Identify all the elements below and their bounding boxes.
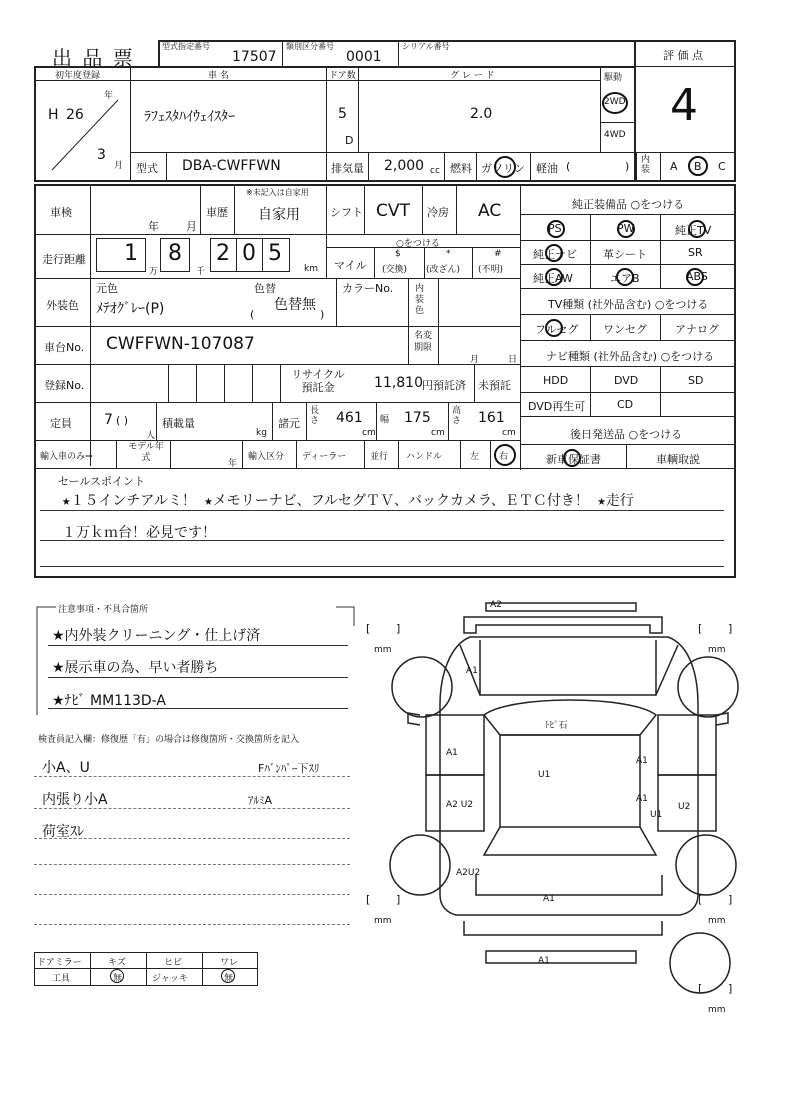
damage-mark: U1 [538, 770, 551, 780]
drive-label: 駆動 [604, 73, 623, 83]
bracket-fl-close: ] [396, 622, 401, 635]
height-value: 161 [478, 410, 505, 426]
parallel-label: 並行 [370, 452, 389, 462]
mileage-digit: 5 [268, 241, 282, 266]
note-line: ★展示車の為、早い者勝ち [52, 660, 219, 676]
inspector-right: ｱﾙﾐA [248, 794, 273, 807]
interior-label: 内装 [641, 155, 651, 175]
serial-label: シリアル番号 [402, 42, 450, 51]
mileage-digit-box-1 [96, 238, 146, 272]
damage-mark: ﾄﾋﾞ石 [545, 721, 568, 731]
load-unit: kg [256, 428, 267, 438]
repaint-paren-close: ) [320, 308, 325, 321]
interior-b: B [694, 160, 702, 173]
recycle-unpaid: 未預託 [478, 379, 511, 392]
model-code-value: 17507 [232, 49, 277, 65]
color-no-label: カラーNo. [342, 282, 394, 295]
length-label: 長さ [310, 406, 320, 426]
exchange-label: (交換) [382, 265, 408, 275]
tool-cell: 無 [113, 974, 123, 984]
capacity-label: 定員 [50, 417, 72, 430]
inspection-month-unit: 月 [186, 220, 197, 233]
later-item: 新車保証書 [546, 453, 601, 466]
damage-mark: A2 [490, 600, 502, 610]
tv-item: アナログ [675, 323, 719, 336]
name-change-label: 名変期限 [414, 331, 433, 353]
tool-cell: 工具 [52, 974, 71, 984]
inspection-label: 車検 [50, 206, 72, 219]
damage-mark: A1 [446, 748, 458, 758]
equip-item: 革シート [603, 248, 647, 261]
mileage-digit: 1 [124, 241, 138, 266]
fuel-paren-close: ) [625, 160, 630, 173]
import-class-label: 輸入区分 [248, 452, 285, 462]
tv-title: TV種類 (社外品含む) ○をつける [548, 298, 709, 311]
tool-cell: ジャッキ [152, 974, 188, 984]
drive-4wd: 4WD [604, 130, 626, 140]
fuel-value: ガソリン [481, 162, 525, 175]
first-reg-slash [44, 96, 124, 176]
navi-item: CD [617, 398, 634, 411]
tool-cell: 無 [224, 974, 234, 984]
equip-item: エアB [610, 272, 640, 285]
equip-aw-circle [545, 268, 563, 286]
load-label: 積載量 [162, 417, 195, 430]
dealer-label: ディーラー [302, 452, 347, 462]
mm-fl: mm [374, 645, 392, 655]
year-unit: 年 [104, 91, 114, 101]
fuel-label: 燃料 [450, 162, 472, 175]
handle-label: ハンドル [406, 452, 443, 462]
exterior-label: 外装色 [46, 299, 79, 312]
note-line: ★ﾅﾋﾞ MM113D-A [52, 693, 166, 709]
width-label: 幅 [380, 415, 390, 425]
damage-mark: U2 [678, 802, 691, 812]
recycle-label: リサイクル預託金 [291, 368, 345, 394]
orig-color-label: 元色 [96, 282, 118, 295]
mile-label: マイル [334, 259, 367, 272]
dims-label: 諸元 [278, 417, 300, 430]
width-unit: cm [431, 428, 445, 438]
altered-sym: * [446, 249, 451, 259]
import-label: 輸入車のみ⇒ [40, 452, 93, 462]
bracket-fr-open: [ [698, 622, 703, 635]
bracket-fr-close: ] [728, 622, 733, 635]
score-value: 4 [670, 80, 698, 131]
mileage-digit: 0 [242, 241, 256, 266]
chassis-value: CWFFWN-107087 [106, 334, 255, 354]
navi-item: DVD [614, 374, 639, 387]
class-label: 類別区分番号 [286, 42, 334, 51]
length-unit: cm [362, 428, 376, 438]
interior-a: A [670, 160, 678, 173]
damage-mark: A1 [466, 666, 478, 676]
sales-line-2: １万ｋｍ台！必見です！ [62, 525, 216, 541]
bracket-rr-close: ] [728, 893, 733, 906]
name-change-month: 月 [470, 355, 480, 365]
width-value: 175 [404, 410, 431, 426]
equip-item: 純正TV [675, 224, 712, 237]
equip-item: PS [548, 222, 562, 235]
car-diagram [360, 595, 780, 1075]
equip-navi-circle [545, 244, 563, 262]
fuel-circle [494, 156, 516, 178]
displacement-label: 排気量 [331, 162, 364, 175]
mirror-cell: ドアミラー [37, 958, 82, 968]
height-unit: cm [502, 428, 516, 438]
left-label: 左 [470, 452, 480, 462]
equip-item: 純正ナビ [533, 248, 577, 261]
drive-2wd: 2WD [604, 97, 626, 107]
history-note: ※未記入は自家用 [246, 188, 309, 197]
mm-rr: mm [708, 916, 726, 926]
bracket-rl-open: [ [366, 893, 371, 906]
displacement-value: 2,000 [384, 158, 425, 174]
notes-label: 注意事項・不具合箇所 [58, 605, 149, 615]
orig-color-value: ﾒﾃｵｸﾞﾚｰ(P) [96, 301, 165, 317]
tool-none-circle [110, 969, 124, 983]
navi-item: HDD [543, 374, 569, 387]
fuel-paren-open: ( [566, 160, 571, 173]
inspector-label: 検査員記入欄：修復歴「有」の場合は修復箇所・交換箇所を記入 [38, 735, 300, 745]
mileage-sen: 千 [196, 267, 206, 277]
class-value: 0001 [346, 49, 382, 65]
shift-value: CVT [376, 201, 410, 221]
navi-title: ナビ種類 (社外品含む) ○をつける [546, 350, 715, 363]
later-title: 後日発送品 ○をつける [570, 428, 683, 441]
first-reg-label: 初年度登録 [55, 71, 101, 81]
ac-label: 冷房 [427, 206, 449, 219]
right-label: 右 [499, 452, 509, 462]
equip-item: PW [617, 222, 635, 235]
capacity-value: 7 [104, 412, 113, 428]
mileage-label: 走行距離 [42, 253, 86, 266]
mirror-cell: キズ [108, 958, 126, 968]
mm-rl: mm [374, 916, 392, 926]
repaint-label: 色替 [254, 282, 276, 295]
displacement-unit: cc [430, 166, 440, 176]
month-unit: 月 [114, 161, 124, 171]
bracket-spare-open: [ [698, 982, 703, 995]
era: H [48, 107, 59, 123]
repaint-paren-open: ( [250, 308, 255, 321]
damage-mark: A2U2 [456, 868, 481, 878]
sales-line-1: ★１５インチアルミ！ ★メモリーナビ、フルセグＴＶ、バックカメラ、ＥＴＣ付き！ ★走行 [62, 493, 634, 509]
grade-label: グ レ ー ド [450, 71, 495, 81]
bracket-fl-open: [ [366, 622, 371, 635]
capacity-paren: ( ) [116, 414, 129, 427]
model-label: 型式 [136, 162, 158, 175]
repaint-value: 色替無 [274, 297, 316, 313]
inspection-year-unit: 年 [148, 220, 159, 233]
mirror-cell: ヒビ [164, 958, 183, 968]
inspector-right: Fﾊﾞﾝﾊﾟｰ下ｽﾘ [258, 762, 320, 775]
bracket-rr-open: [ [698, 893, 703, 906]
history-value: 自家用 [258, 207, 300, 223]
recycle-value: 11,810 [374, 375, 423, 391]
sales-label: セールスポイント [58, 475, 146, 488]
interior-b-circle [688, 156, 708, 176]
equip-tv-circle [688, 220, 706, 238]
mileage-man: 万 [149, 267, 159, 277]
car-name: ﾗﾌｪｽﾀﾊｲｳｪｲｽﾀｰ [144, 109, 235, 125]
unknown-sym: # [494, 249, 502, 259]
length-value: 461 [336, 410, 363, 426]
first-reg-year: 26 [66, 107, 84, 123]
doors-type: D [345, 134, 354, 147]
damage-mark: A1 [543, 894, 555, 904]
equip-item: ABS [686, 270, 708, 283]
model-year-unit: 年 [228, 459, 238, 469]
equip-airbag-circle [616, 268, 634, 286]
navi-item: SD [688, 374, 704, 387]
equip-item: SR [688, 246, 703, 259]
mm-fr: mm [708, 645, 726, 655]
model-code-label: 型式指定番号 [162, 42, 210, 51]
interior-color-label: 内装色 [415, 284, 425, 316]
ac-value: AC [478, 201, 502, 221]
inspector-left: 小A、U [42, 760, 90, 776]
inspector-left: 内張り小A [42, 792, 108, 808]
mirror-cell: ワレ [220, 958, 239, 968]
capacity-unit: 人 [146, 431, 156, 441]
mileage-digit: 2 [216, 241, 230, 266]
doors-label: ドア数 [329, 71, 356, 81]
later-item: 車輌取説 [656, 453, 700, 466]
chassis-label: 車台No. [44, 341, 85, 354]
equipment-title: 純正装備品 ○をつける [572, 198, 685, 211]
jack-none-circle [221, 969, 235, 983]
later-warranty-circle [563, 449, 581, 467]
bracket-spare-close: ] [728, 982, 733, 995]
height-label: 高さ [452, 406, 462, 426]
doors-value: 5 [338, 106, 347, 122]
mm-spare: mm [708, 1005, 726, 1015]
altered-label: (改ざん) [426, 265, 461, 275]
damage-mark: A1 [636, 794, 648, 804]
first-reg-month: 3 [97, 147, 106, 163]
damage-mark: A2 U2 [446, 800, 474, 810]
light-oil-label: 軽油 [536, 162, 558, 175]
damage-mark: U1 [650, 810, 663, 820]
exchange-sym: $ [395, 249, 401, 259]
tv-item: ワンセグ [603, 323, 647, 336]
shift-label: シフト [330, 206, 363, 219]
tv-fullseg-circle [545, 319, 563, 337]
equip-ps-circle [547, 220, 565, 238]
right-circle [494, 444, 516, 466]
name-change-day: 日 [508, 355, 518, 365]
mileage-km: km [304, 264, 318, 274]
reg-no-label: 登録No. [44, 379, 85, 392]
equip-item: 純正AW [533, 272, 573, 285]
unknown-label: (不明) [478, 265, 504, 275]
recycle-unit: 円預託済 [422, 379, 466, 392]
history-label: 車歴 [206, 206, 228, 219]
mileage-check-note: ○をつける [396, 239, 440, 249]
model-value: DBA-CWFFWN [182, 158, 281, 174]
bracket-rl-close: ] [396, 893, 401, 906]
equip-abs-circle [686, 268, 704, 286]
grade-value: 2.0 [470, 106, 493, 122]
mileage-digit: 8 [168, 241, 182, 266]
model-year-label: モデル年式 [128, 442, 164, 463]
inspector-left: 荷室ｽﾚ [42, 824, 84, 840]
header-code-box [158, 40, 636, 68]
form-title: 出 品 票 [52, 46, 135, 70]
interior-c: C [718, 160, 726, 173]
note-line: ★内外装クリーニング・仕上げ済 [52, 628, 261, 644]
tv-item: フルセグ [535, 323, 579, 336]
damage-mark: A1 [538, 956, 550, 966]
car-name-label: 車 名 [208, 71, 229, 81]
damage-mark: A1 [636, 756, 648, 766]
navi-item: DVD再生可 [528, 400, 586, 413]
score-label: 評 価 点 [663, 49, 703, 62]
equip-pw-circle [617, 220, 635, 238]
